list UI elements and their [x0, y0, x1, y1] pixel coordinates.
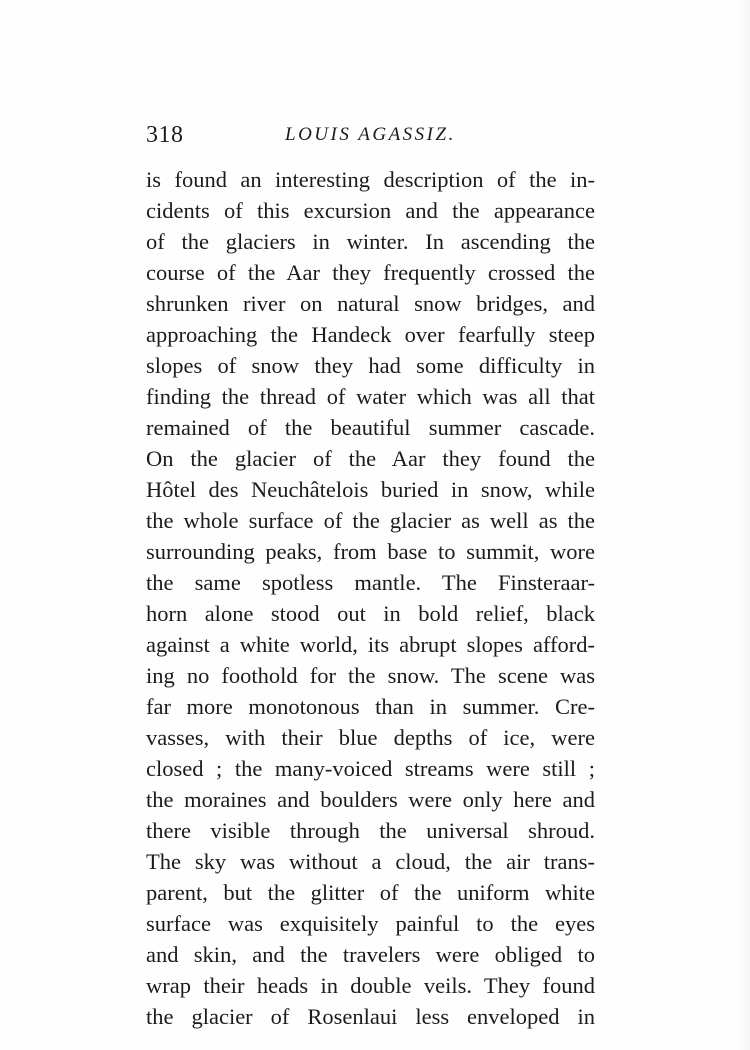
text-line: and skin, and the travelers were obliged to — [146, 942, 595, 967]
text-line: remained of the beautiful summer cascade. — [146, 415, 595, 440]
text-line: wrap their heads in double veils. They found — [146, 973, 595, 998]
page-edge-shadow — [736, 0, 750, 1050]
text-line: closed ; the many-voiced streams were still ; — [146, 756, 595, 781]
text-line: cidents of this excursion and the appearance — [146, 198, 595, 223]
text-line: surface was exquisitely painful to the eyes — [146, 911, 595, 936]
running-title: LOUIS AGASSIZ. — [285, 124, 456, 145]
body-text — [146, 164, 595, 1032]
text-line: approaching the Handeck over fearfully steep — [146, 322, 595, 347]
text-line: On the glacier of the Aar they found the — [146, 446, 595, 471]
text-line: course of the Aar they frequently crossed the — [146, 260, 595, 285]
text-line: slopes of snow they had some difficulty in — [146, 353, 595, 378]
text-line: the glacier of Rosenlaui less enveloped in — [146, 1004, 595, 1029]
text-line: far more monotonous than in summer. Cre- — [146, 694, 595, 719]
text-line: the moraines and boulders were only here and — [146, 787, 595, 812]
text-line: of the glaciers in winter. In ascending the — [146, 229, 595, 254]
text-line: parent, but the glitter of the uniform white — [146, 880, 595, 905]
text-line: horn alone stood out in bold relief, black — [146, 601, 595, 626]
text-line: there visible through the universal shroud. — [146, 818, 595, 843]
text-line: vasses, with their blue depths of ice, were — [146, 725, 595, 750]
text-line: against a white world, its abrupt slopes afford- — [146, 632, 595, 657]
text-line: shrunken river on natural snow bridges, and — [146, 291, 595, 316]
text-line: ing no foothold for the snow. The scene was — [146, 663, 595, 688]
running-head — [146, 122, 596, 152]
text-line: the whole surface of the glacier as well as the — [146, 508, 595, 533]
text-line: finding the thread of water which was all that — [146, 384, 595, 409]
text-line: is found an interesting description of the in- — [146, 167, 595, 192]
page-number: 318 — [146, 122, 184, 148]
text-line: The sky was without a cloud, the air trans- — [146, 849, 595, 874]
text-line: the same spotless mantle. The Finsteraar- — [146, 570, 595, 595]
text-line: surrounding peaks, from base to summit, wore — [146, 539, 595, 564]
text-line: Hôtel des Neuchâtelois buried in snow, while — [146, 477, 595, 502]
